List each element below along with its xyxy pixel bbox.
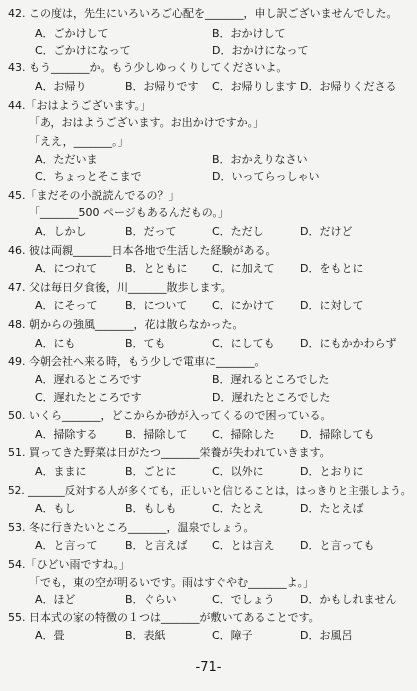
question-53-option-c: C．とは言え: [212, 539, 275, 552]
question-46-option-c: C．に加えて: [212, 262, 275, 275]
question-54-stem: 54.「ひどい雨ですね。」: [8, 558, 130, 571]
question-42-option-d: D．おかけになって: [212, 44, 309, 57]
question-46-option-d: D．をもとに: [300, 262, 364, 275]
question-43-option-a: A．お帰り: [35, 80, 87, 93]
question-48-option-c: C．にしても: [212, 337, 275, 350]
question-45-stem: 45.「まだその小説読んでるの？」: [8, 189, 180, 202]
question-54-line-1: 「でも，東の空が明るいです。雨はすぐやむ_______よ。」: [29, 576, 315, 589]
question-50-stem: 50. いくら_______，どこからか砂が入ってくるので困っている。: [8, 409, 332, 422]
question-49-stem: 49. 今朝会社へ来る時，もう少しで電車に_______。: [8, 355, 266, 368]
question-42-stem: 42. この度は，先生にいろいろご心配を_______，申し訳ございませんでした。: [8, 7, 398, 20]
question-43-option-d: D．お帰りくださる: [300, 80, 397, 93]
question-55-option-b: B．表紙: [125, 629, 166, 642]
question-51-option-c: C．以外に: [212, 465, 264, 478]
question-47-option-d: D．に対して: [300, 299, 364, 312]
question-44-stem: 44.「おはようございます。」: [8, 99, 152, 112]
question-52-option-d: D．たとえば: [300, 502, 364, 515]
question-44-line-1: 「あ，おはようございます。お出かけですか。」: [29, 116, 265, 129]
question-51-option-b: B．ごとに: [125, 465, 177, 478]
question-45-line-1: 「_______500 ページもあるんだもの。」: [29, 206, 229, 219]
question-50-option-c: C．掃除した: [212, 428, 275, 441]
question-53-option-a: A．と言って: [35, 539, 98, 552]
question-50-option-a: A．掃除する: [35, 428, 98, 441]
question-48-option-b: B．ても: [125, 337, 166, 350]
question-52-stem: 52. _______反対する人が多くても，正しいと信じることは，はっきりと主張しよう。: [8, 485, 412, 497]
question-55-stem: 55. 日本式の家の特徴の１つは_______が敷いてあることです。: [8, 611, 320, 624]
question-46-option-b: B．とともに: [125, 262, 188, 275]
question-54-option-b: B．ぐらい: [125, 593, 177, 606]
question-52-option-a: A．もし: [35, 502, 76, 515]
question-54-option-d: D．かもしれません: [300, 593, 397, 606]
question-47-option-b: B．について: [125, 299, 188, 312]
question-52-option-c: C．たとえ: [212, 502, 264, 515]
question-45-option-b: B．だって: [125, 225, 177, 238]
question-47-option-c: C．にかけて: [212, 299, 275, 312]
question-49-option-c: C．遅れたところです: [35, 391, 142, 404]
question-46-stem: 46. 彼は両親_______日本各地で生活した経験がある。: [8, 244, 277, 257]
question-53-option-d: D．と言っても: [300, 539, 375, 552]
question-42-option-b: B．おかけして: [212, 27, 286, 40]
question-48-option-a: A．にも: [35, 337, 76, 350]
question-48-option-d: D．にもかかわらず: [300, 337, 397, 350]
question-44-option-c: C．ちょっとそこまで: [35, 170, 142, 183]
question-52-option-b: B．もしも: [125, 502, 177, 515]
question-44-option-a: A．ただいま: [35, 153, 98, 166]
question-55-option-d: D．お風呂: [300, 629, 353, 642]
question-53-stem: 53. 冬に行きたいところ_______，温泉でしょう。: [8, 521, 255, 534]
question-51-stem: 51. 買ってきた野菜は日がたつ_______栄養が失われていきます。: [8, 446, 331, 459]
question-49-option-d: D．遅れたところでした: [212, 391, 331, 404]
question-50-option-b: B．掃除して: [125, 428, 188, 441]
question-46-option-a: A．につれて: [35, 262, 98, 275]
question-43-option-c: C．お帰りします: [212, 80, 297, 93]
question-42-option-c: C．ごかけになって: [35, 44, 131, 57]
question-54-option-c: C．でしょう: [212, 593, 275, 606]
question-55-option-a: A．畳: [35, 629, 65, 642]
question-44-option-b: B．おかえりなさい: [212, 153, 308, 166]
question-48-stem: 48. 朝からの強風_______，花は散らなかった。: [8, 318, 244, 331]
question-44-line-2: 「ええ，_______。」: [29, 135, 129, 148]
question-43-stem: 43. もう_______か。もう少しゆっくりしてくださいよ。: [8, 61, 288, 74]
question-49-option-a: A．遅れるところです: [35, 373, 142, 386]
question-53-option-b: B．と言えば: [125, 539, 188, 552]
question-45-option-d: D．だけど: [300, 225, 353, 238]
question-42-option-a: A．ごかけして: [35, 27, 109, 40]
question-47-option-a: A．にそって: [35, 299, 98, 312]
question-45-option-a: A．しかし: [35, 225, 87, 238]
question-49-option-b: B．遅れるところでした: [212, 373, 330, 386]
question-47-stem: 47. 父は毎日夕食後，川_______散歩します。: [8, 281, 232, 294]
page-number: -71-: [195, 660, 222, 675]
question-50-option-d: D．掃除しても: [300, 428, 375, 441]
question-55-option-c: C．障子: [212, 629, 253, 642]
question-54-option-a: A．ほど: [35, 593, 76, 606]
question-44-option-d: D．いってらっしゃい: [212, 170, 320, 183]
question-51-option-a: A．ままに: [35, 465, 87, 478]
question-51-option-d: D．とおりに: [300, 465, 364, 478]
question-43-option-b: B．お帰りです: [125, 80, 199, 93]
question-45-option-c: C．ただし: [212, 225, 264, 238]
